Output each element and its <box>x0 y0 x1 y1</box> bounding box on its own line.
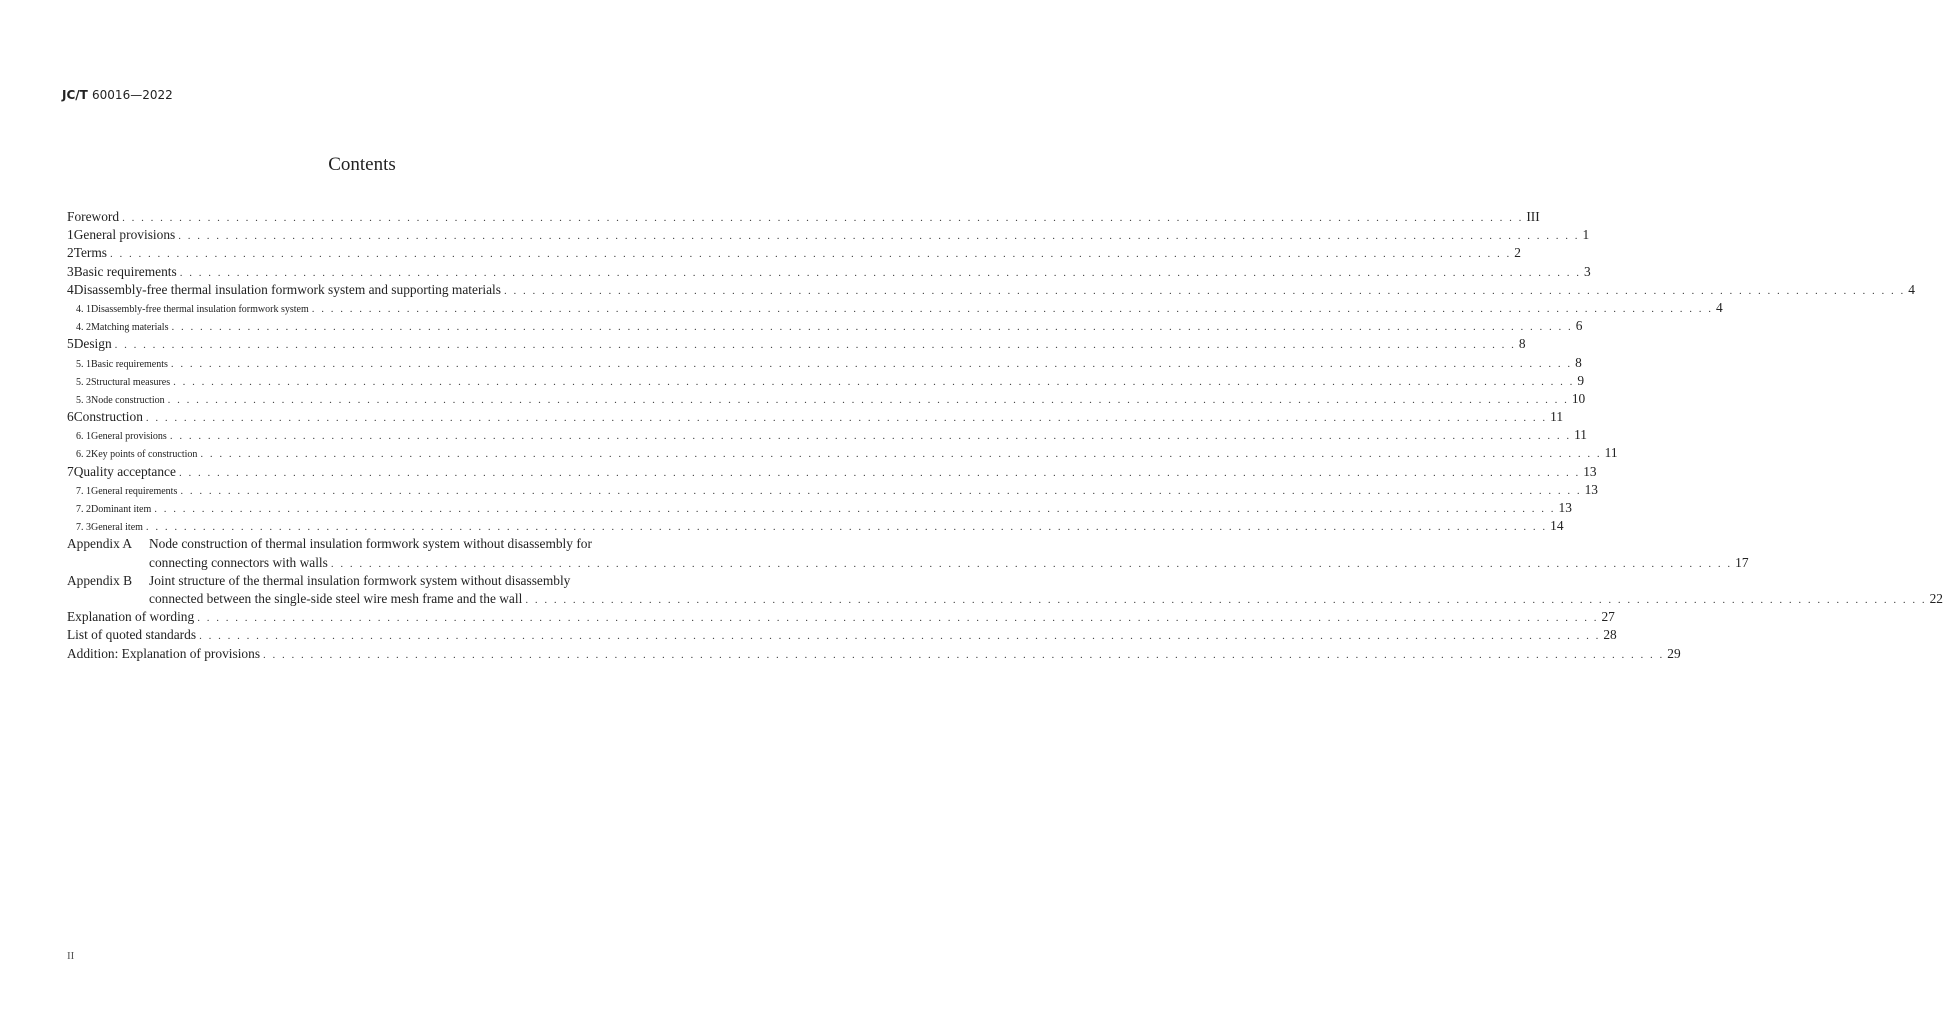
toc-entry-page: 14 <box>1550 518 1564 534</box>
toc-entry-title: General provisions <box>73 227 176 243</box>
toc-entry[interactable] <box>67 517 1564 535</box>
toc-entry-title: Terms <box>73 245 107 261</box>
appendix-title-line-2: connecting connectors with walls <box>149 554 328 570</box>
page-number: II <box>67 950 75 962</box>
dot-leader <box>110 245 1511 263</box>
toc-entry-page: 1 <box>1582 227 1590 243</box>
toc-entry-page: 8 <box>1575 354 1582 370</box>
toc-entry-title: Key points of construction <box>91 449 198 461</box>
toc-entry-title: Construction <box>73 409 143 425</box>
dot-leader <box>504 282 1905 300</box>
dot-leader <box>122 209 1523 227</box>
toc-entry-number: 5. 1 <box>76 358 91 370</box>
toc-entry-number: 7. 1 <box>76 485 91 497</box>
toc-entry-number: 5. 2 <box>76 376 91 388</box>
toc-entry[interactable] <box>67 354 1582 372</box>
toc-entry-number: 1 <box>67 227 74 243</box>
toc-main-entries <box>67 208 1915 535</box>
toc-entry-number: 2 <box>67 245 74 261</box>
dot-leader <box>179 464 1580 482</box>
toc-entry-page: 9 <box>1577 372 1585 388</box>
toc-entry-page: 3 <box>1583 263 1591 279</box>
toc-entry[interactable] <box>67 608 1615 626</box>
dot-leader <box>263 646 1664 664</box>
toc-entry-title: Quality acceptance <box>73 463 176 479</box>
toc-entry-page: 28 <box>1603 627 1617 643</box>
toc-entry-number: 4. 2 <box>76 322 91 334</box>
appendix-page: 22 <box>1929 590 1943 606</box>
toc-entry-title: General item <box>91 522 143 534</box>
toc-entry-number: 6. 1 <box>76 431 91 443</box>
toc-entry[interactable] <box>67 372 1585 390</box>
toc-tail-entries <box>67 608 1681 663</box>
appendix-line-1 <box>67 572 637 590</box>
toc-entry-page: 6 <box>1575 318 1583 334</box>
dot-leader <box>312 300 1713 318</box>
dot-leader <box>146 409 1547 427</box>
toc-appendix[interactable] <box>67 535 1749 571</box>
toc-entry[interactable] <box>67 244 1521 262</box>
toc-entry-title: General requirements <box>91 485 178 497</box>
toc-entry[interactable] <box>67 645 1681 663</box>
toc-entry-title: Matching materials <box>91 322 169 334</box>
toc-entry-title: List of quoted standards <box>67 627 197 643</box>
toc-entry-title: Foreword <box>67 209 120 224</box>
dot-leader <box>200 445 1601 463</box>
dot-leader <box>170 427 1571 445</box>
toc-entry-title: Design <box>73 336 112 352</box>
toc-entry[interactable] <box>67 481 1598 499</box>
toc-entry-title: Addition: Explanation of provisions <box>67 645 261 661</box>
toc-entry-page: 8 <box>1518 336 1526 352</box>
standard-code: JC/T <box>62 88 88 102</box>
toc-entry-title: Structural measures <box>91 376 171 388</box>
toc-entry-page: 11 <box>1574 427 1587 443</box>
document-header <box>62 88 173 102</box>
dot-leader <box>146 518 1547 536</box>
toc-entry-number: 6 <box>67 409 74 425</box>
toc-entry[interactable] <box>67 408 1564 426</box>
toc-entry[interactable] <box>67 317 1583 335</box>
appendix-label: Appendix A <box>67 536 133 552</box>
toc-entry[interactable] <box>67 463 1597 481</box>
dot-leader <box>525 591 1926 609</box>
appendix-line-1 <box>67 535 637 553</box>
dot-leader <box>154 500 1555 518</box>
toc-entry[interactable] <box>67 226 1590 244</box>
toc-entry-title: General provisions <box>91 431 167 443</box>
toc-entry-number: 7. 2 <box>76 504 91 515</box>
toc-entry[interactable] <box>67 263 1591 281</box>
toc-entry-number: 7. 3 <box>76 522 91 534</box>
appendix-line-2 <box>67 590 1943 608</box>
appendix-title-line-2: connected between the single-side steel wire mesh frame and the wall <box>149 590 523 606</box>
toc-entry-number: 7 <box>67 463 74 479</box>
toc-entry-page: 2 <box>1514 245 1521 261</box>
toc-appendix[interactable] <box>67 572 1943 608</box>
toc-entry[interactable] <box>67 335 1526 353</box>
dot-leader <box>171 355 1572 373</box>
toc-entry-number: 4 <box>67 281 74 297</box>
standard-number: 60016—2022 <box>92 88 173 102</box>
toc-entry-page: 27 <box>1601 609 1615 625</box>
toc-entry[interactable] <box>67 208 1540 226</box>
dot-leader <box>180 264 1581 282</box>
toc-entry-number: 6. 2 <box>76 449 91 461</box>
toc-entry-title: Disassembly-free thermal insulation formwork system and supporting materials <box>73 281 501 297</box>
dot-leader <box>171 318 1572 336</box>
toc-appendices <box>67 535 1943 608</box>
toc-entry-number: 4. 1 <box>76 303 91 315</box>
toc-entry-title: Basic requirements <box>73 263 177 279</box>
toc-entry[interactable] <box>67 281 1915 299</box>
dot-leader <box>197 609 1598 627</box>
dot-leader <box>173 373 1574 391</box>
toc-entry-title: Disassembly-free thermal insulation formwork system <box>91 303 309 315</box>
appendix-label: Appendix B <box>67 572 133 588</box>
toc-entry-page: 4 <box>1715 299 1723 315</box>
toc-entry-page: 13 <box>1584 481 1598 497</box>
toc-entry-number: 5. 3 <box>76 394 91 406</box>
toc-entry-page: 13 <box>1583 463 1597 479</box>
toc-entry[interactable] <box>67 499 1572 517</box>
toc-entry[interactable] <box>67 444 1618 462</box>
dot-leader <box>115 336 1516 354</box>
toc-entry-title: Dominant item <box>91 504 152 515</box>
toc-entry[interactable] <box>67 299 1723 317</box>
appendix-page: 17 <box>1735 554 1749 570</box>
appendix-title-line-1: Joint structure of the thermal insulation formwork system without disassembly <box>149 572 571 588</box>
toc-entry[interactable] <box>67 426 1587 444</box>
toc-entry-title: Explanation of wording <box>67 609 195 625</box>
dot-leader <box>331 555 1732 573</box>
toc-entry-page: 29 <box>1667 645 1681 661</box>
toc-entry-page: 11 <box>1550 409 1564 425</box>
appendix-title-line-1: Node construction of thermal insulation formwork system without disassembly for <box>149 536 592 552</box>
dot-leader <box>180 482 1581 500</box>
dot-leader <box>178 227 1579 245</box>
toc-entry-page: 13 <box>1558 500 1572 515</box>
toc-entry-page: 10 <box>1571 390 1586 406</box>
toc-entry-page: 11 <box>1604 445 1618 461</box>
toc-entry-title: Basic requirements <box>91 358 168 370</box>
dot-leader <box>168 391 1569 409</box>
toc-entry[interactable] <box>67 390 1586 408</box>
toc-entry-page: III <box>1526 209 1540 224</box>
table-of-contents <box>67 208 1943 663</box>
toc-entry-number: 3 <box>67 263 74 279</box>
toc-entry-title: Node construction <box>91 394 165 406</box>
toc-entry-page: 4 <box>1908 281 1915 297</box>
appendix-line-2 <box>67 554 1749 572</box>
toc-entry-number: 5 <box>67 336 74 352</box>
page-title: Contents <box>328 154 396 175</box>
dot-leader <box>199 627 1600 645</box>
toc-entry[interactable] <box>67 626 1617 644</box>
